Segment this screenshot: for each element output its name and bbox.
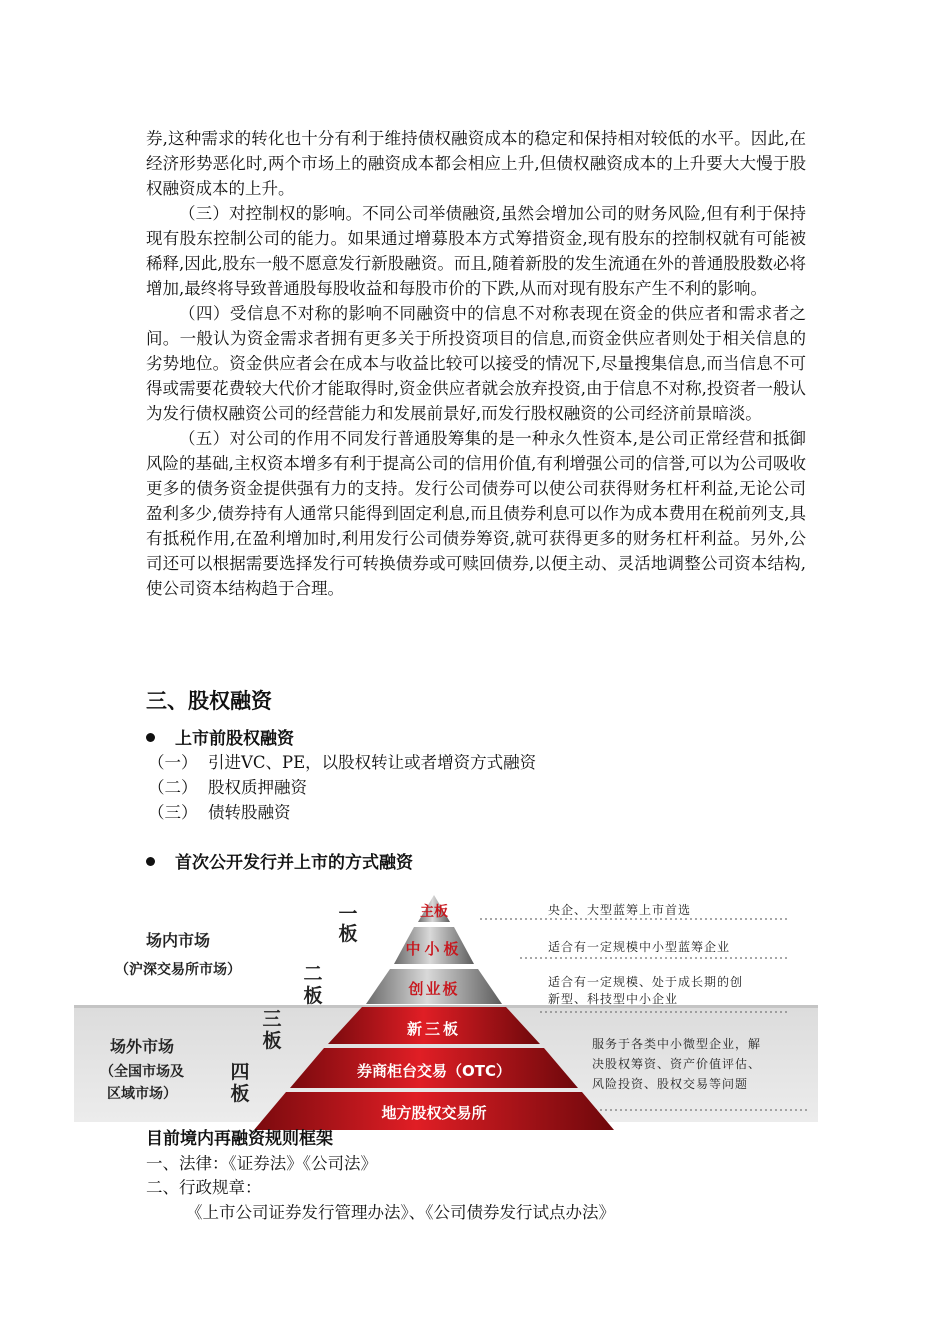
bullet-dot-icon — [146, 733, 155, 742]
inside-market-sub: （沪深交易所市场） — [115, 962, 241, 978]
bullet-text: 首次公开发行并上市的方式融资 — [175, 853, 413, 873]
section-title: 三、股权融资 — [146, 689, 272, 713]
tier-main-label: 主板 — [420, 904, 448, 920]
sub-item-text: 引进VC、PE，以股权转让或者增资方式融资 — [208, 753, 537, 772]
paragraph: 券,这种需求的转化也十分有利于维持债权融资成本的稳定和保持相对较低的水平。因此,在经济形势恶化时,两个市场上的融资成本都会相应上升,但债权融资成本的上升要大大慢于股权融资成本的上升。 — [146, 129, 806, 198]
tier-local-label: 地方股权交易所 — [381, 1104, 487, 1122]
sub-item-number: （二） — [148, 778, 198, 797]
board-label: 板 — [303, 985, 323, 1007]
desc-otc: 服务于各类中小微型企业，解 — [592, 1037, 762, 1051]
outside-market-label: 场外市场 — [109, 1037, 175, 1056]
board-label: 板 — [262, 1030, 282, 1052]
tier-gem-label: 创业板 — [408, 980, 460, 998]
desc-gem: 适合有一定规模、处于成长期的创 — [548, 975, 744, 989]
framework-line: 《上市公司证券发行管理办法》、《公司债券发行试点办法》 — [186, 1203, 615, 1222]
board-label: 板 — [230, 1083, 250, 1105]
board-label: 四 — [230, 1061, 250, 1083]
pyramid-svg — [70, 890, 830, 1150]
desc-sme: 适合有一定规模中小型蓝筹企业 — [548, 940, 731, 954]
outside-market-sub: 区域市场） — [107, 1086, 177, 1102]
desc-otc: 风险投资、股权交易等问题 — [592, 1077, 749, 1091]
paragraph: （四）受信息不对称的影响不同融资中的信息不对称表现在资金的供应者和需求者之间。一般认为资金需求者拥有更多关于所投资项目的信息,而资金供应者则处于相关信息的劣势地位。资金供应者会在成本与收益比较可以接受的情况下,尽量搜集信息,而当信息不可得或需要花费较大代价才能取得时,资金供应者就会放弃投资,由于信息不对称,投资者一般认为发行债权融资公司的经营能力和发展前景好,而发行股权融资的公司经济前景暗淡。 — [146, 304, 806, 423]
framework-title: 目前境内再融资规则框架 — [146, 1129, 333, 1149]
paragraph: （三）对控制权的影响。不同公司举债融资,虽然会增加公司的财务风险,但有利于保持现有股东控制公司的能力。如果通过增募股本方式筹措资金,现有股东的控制权就有可能被稀释,因此,股东一般不愿意发行新股融资。而且,随着新股的发生流通在外的普通股股数必将增加,最终将导致普通股每股收益和每股市价的下跌,从而对现有股东产生不利的影响。 — [146, 204, 806, 298]
bullet-dot-icon — [146, 857, 155, 866]
desc-otc: 决股权筹资、资产价值评估、 — [592, 1057, 762, 1071]
board-label: 板 — [338, 923, 358, 945]
board-label: 三 — [262, 1008, 282, 1030]
tier-neeq-label: 新三板 — [406, 1020, 462, 1038]
outside-market-sub: （全国市场及 — [100, 1064, 184, 1080]
desc-main: 央企、大型蓝筹上市首选 — [548, 903, 692, 917]
framework-line: 二、行政规章： — [146, 1178, 262, 1197]
sub-item-text: 债转股融资 — [208, 803, 291, 822]
board-label: 一 — [338, 903, 358, 925]
sub-item — [148, 774, 307, 798]
board-label: 二 — [303, 963, 323, 985]
sub-item — [148, 799, 291, 823]
body-text — [146, 126, 806, 601]
framework-line: 一、法律：《证券法》《公司法》 — [146, 1154, 377, 1173]
bullet-item — [146, 848, 413, 873]
inside-market-label: 场内市场 — [145, 931, 211, 950]
sub-item-text: 股权质押融资 — [208, 778, 307, 797]
market-pyramid-diagram — [70, 890, 830, 1150]
bullet-item — [146, 724, 294, 749]
tier-sme-label: 中小板 — [405, 940, 463, 958]
sub-item-number: （一） — [148, 753, 198, 772]
bullet-text: 上市前股权融资 — [175, 729, 294, 749]
sub-item-number: （三） — [148, 803, 198, 822]
desc-gem: 新型、科技型中小企业 — [548, 992, 679, 1006]
sub-item — [148, 749, 536, 773]
paragraph: （五）对公司的作用不同发行普通股筹集的是一种永久性资本,是公司正常经营和抵御风险的基础,主权资本增多有利于提高公司的信用价值,有利增强公司的信誉,可以为公司吸收更多的债务资金提供强有力的支持。发行公司债券可以使公司获得财务杠杆利益,无论公司盈利多少,债券持有人通常只能得到固定利息,而且债券利息可以作为成本费用在税前列支,具有抵税作用,在盈利增加时,利用发行公司债券筹资,就可获得更多的财务杠杆利益。另外,公司还可以根据需要选择发行可转换债券或可赎回债券,以便主动、灵活地调整公司资本结构,使公司资本结构趋于合理。 — [146, 429, 806, 598]
tier-otc-label: 券商柜台交易（OTC） — [357, 1062, 511, 1080]
